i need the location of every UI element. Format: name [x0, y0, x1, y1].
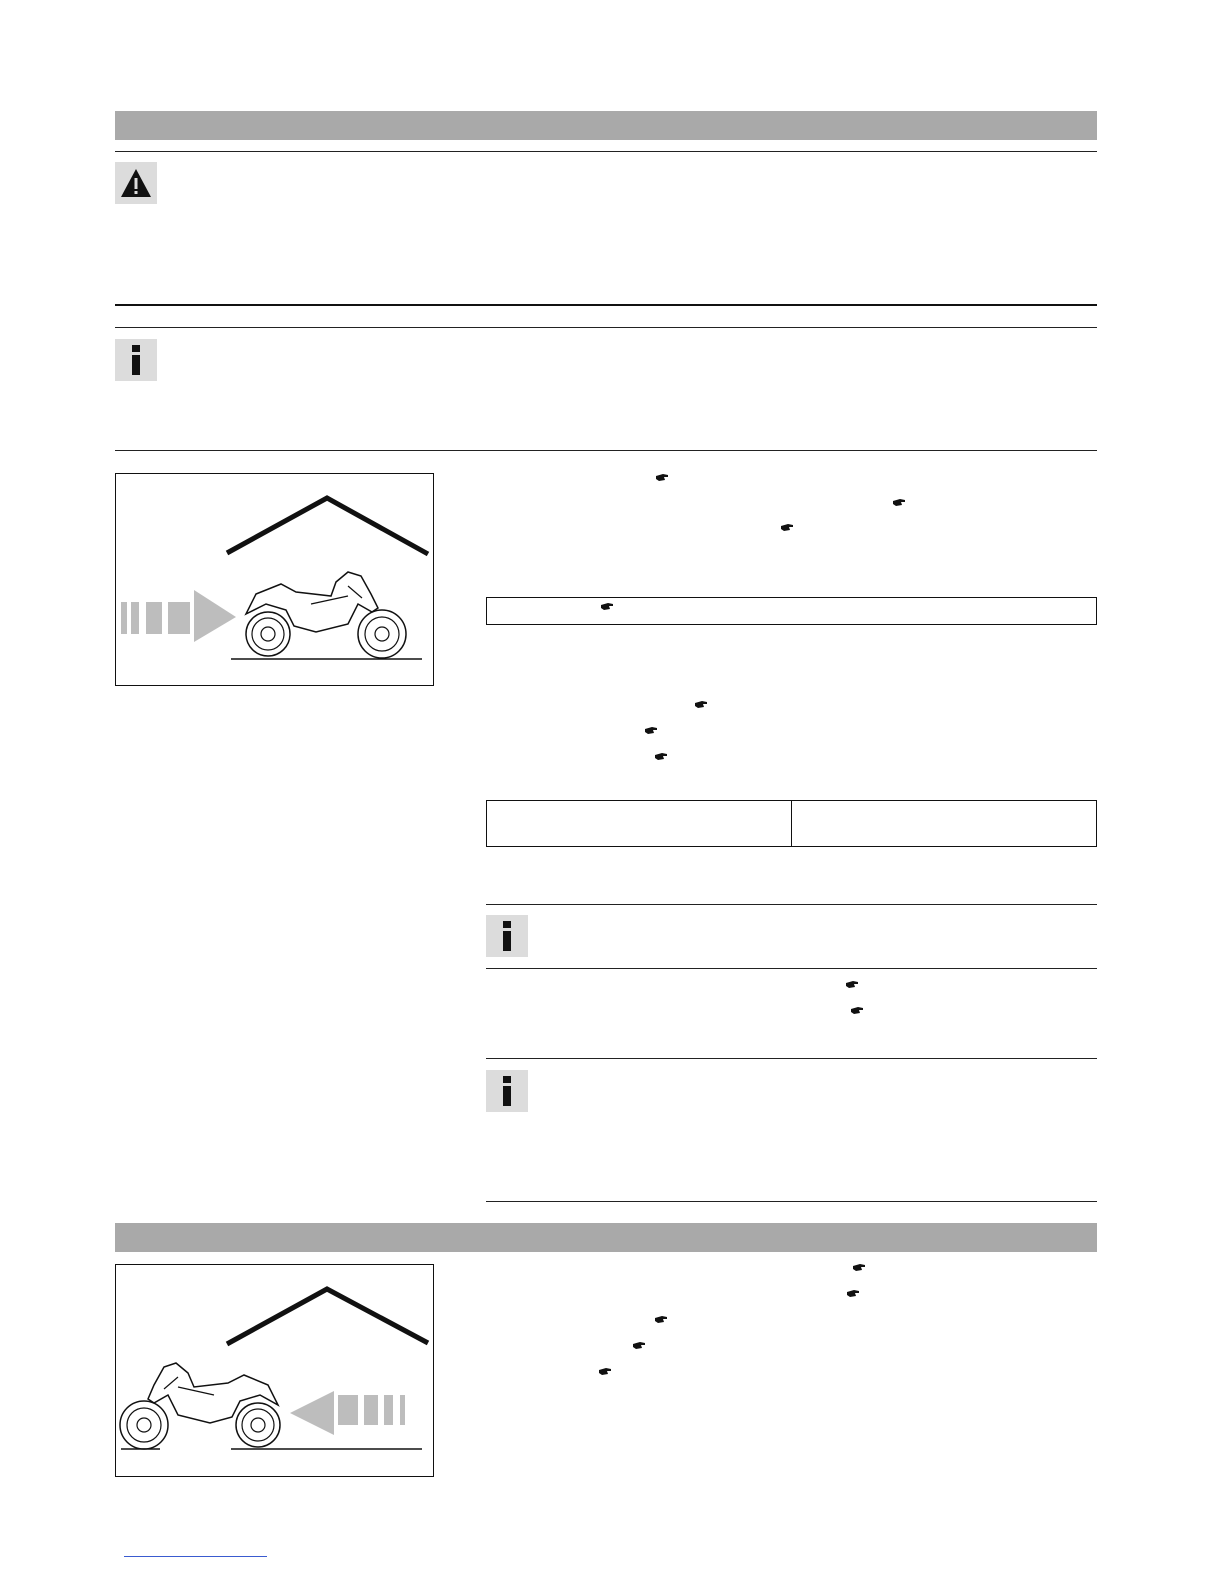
info-top-rule-1 — [115, 327, 1097, 328]
info-top-rule-3 — [486, 1058, 1097, 1059]
warning-bottom-rule — [115, 304, 1097, 306]
pointing-hand-icon — [600, 601, 614, 611]
figure-park-reverse — [115, 1264, 434, 1477]
warning-top-rule — [115, 151, 1097, 152]
warning-triangle-icon — [119, 167, 153, 199]
pointing-hand-icon — [780, 522, 794, 532]
info-icon — [129, 344, 143, 376]
pointing-hand-icon — [632, 1340, 646, 1350]
figure-park-forward — [115, 473, 434, 686]
info-bottom-rule-2 — [486, 968, 1097, 969]
info-icon — [500, 920, 514, 952]
info-icon-box-3 — [486, 1070, 528, 1112]
footer-link-underline[interactable] — [124, 1556, 267, 1557]
spec-table-divider — [791, 801, 792, 846]
quad-bike-leaving-garage-icon — [116, 1265, 432, 1475]
info-bottom-rule-3 — [486, 1201, 1097, 1202]
pointing-hand-icon — [846, 1288, 860, 1298]
pointing-hand-icon — [694, 699, 708, 709]
pointing-hand-icon — [598, 1366, 612, 1376]
info-top-rule-2 — [486, 904, 1097, 905]
reference-box — [486, 597, 1097, 625]
warning-icon-box — [115, 162, 157, 204]
section-header-band-bottom — [115, 1223, 1097, 1252]
pointing-hand-icon — [845, 979, 859, 989]
pointing-hand-icon — [654, 1314, 668, 1324]
pointing-hand-icon — [892, 497, 906, 507]
info-bottom-rule-1 — [115, 450, 1097, 451]
pointing-hand-icon — [644, 725, 658, 735]
section-header-band-top — [115, 111, 1097, 140]
pointing-hand-icon — [850, 1005, 864, 1015]
info-icon — [500, 1075, 514, 1107]
spec-table — [486, 800, 1097, 847]
info-icon-box-2 — [486, 915, 528, 957]
info-icon-box-1 — [115, 339, 157, 381]
pointing-hand-icon — [852, 1262, 866, 1272]
quad-bike-entering-garage-icon — [116, 474, 432, 684]
pointing-hand-icon — [654, 751, 668, 761]
pointing-hand-icon — [655, 472, 669, 482]
